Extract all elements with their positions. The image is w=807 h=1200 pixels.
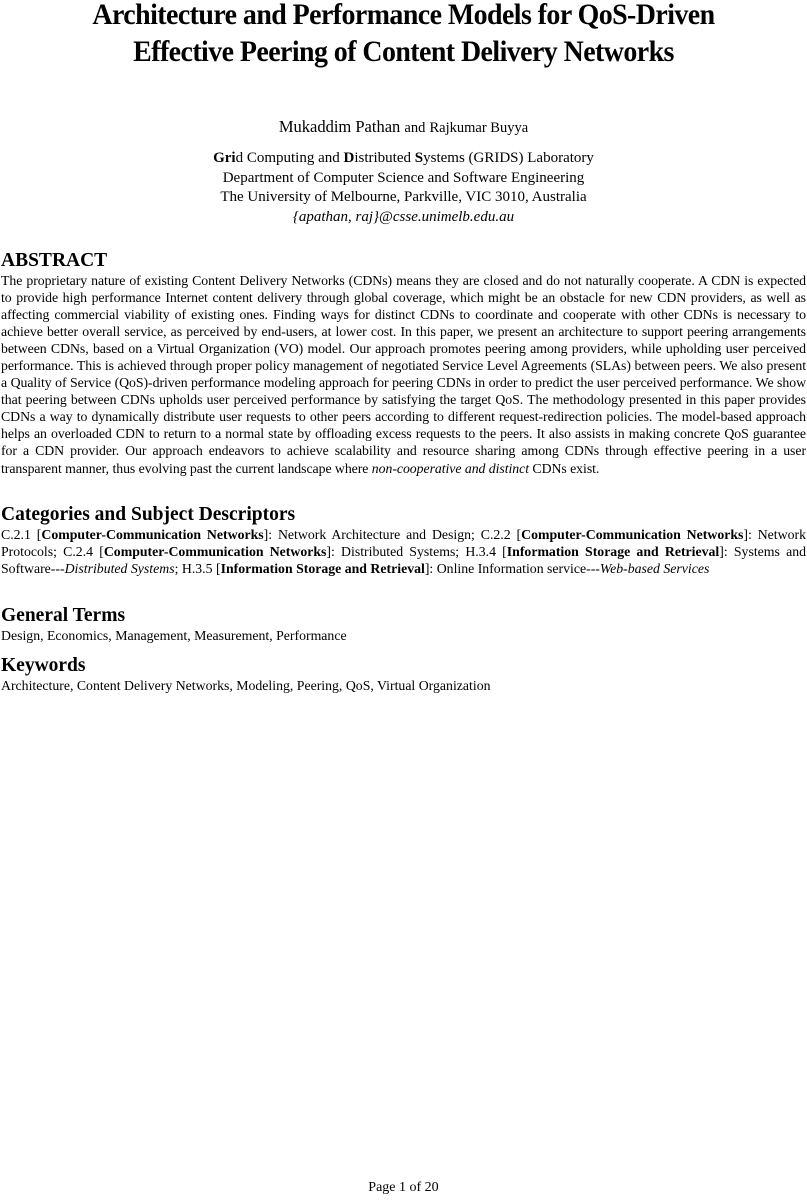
general-terms-section bbox=[1, 605, 806, 644]
author-list bbox=[0, 117, 807, 138]
abstract-heading: ABSTRACT bbox=[1, 250, 108, 271]
categories-heading: Categories and Subject Descriptors bbox=[1, 504, 296, 525]
author-name: Mukaddim Pathan bbox=[278, 117, 401, 136]
general-terms-heading: General Terms bbox=[1, 605, 126, 626]
author-email: {apathan, raj}@csse.unimelb.edu.au bbox=[292, 208, 515, 225]
abstract-body: The proprietary nature of existing Content Delivery Networks (CDNs) means they are closed and do not naturally cooperate. A CDN is expected to provide high performance Internet content delivery through global coverage, which might be an obstacle for new CDN providers, as well as affecting commercial viability of existing ones. Finding ways for distinct CDNs to coordinate and cooperate with other CDNs is necessary to achieve better overall service, as perceived by end-users, at lower cost. In this paper, we present an architecture to support peering arrangements between CDNs, based on a Virtual Organization (VO) model. Our approach promotes peering among providers, while upholding user perceived performance. This is achieved through proper policy management of negotiated Service Level Agreements (SLAs) between peers. We also present a Quality of Service (QoS)-driven performance modeling approach for peering CDNs in order to predict the user perceived performance. We show that peering between CDNs upholds user perceived performance by satisfying the target QoS. The methodology presented in this paper provides CDNs a way to dynamically distribute user requests to other peers according to different request-redirection policies. The model-based approach helps an overloaded CDN to return to a normal state by offloading excess requests to the peers. It also assists in making concrete QoS guarantee for a CDN provider. Our approach endeavors to achieve scalability and resource sharing among CDNs through effective peering in a user transparent manner, thus evolving past the current landscape where non-cooperative and distinct CDNs exist. bbox=[1, 273, 806, 476]
title-line-2: Effective Peering of Content Delivery Networks bbox=[133, 35, 674, 68]
affiliation-block bbox=[0, 149, 807, 227]
keywords-body: Architecture, Content Delivery Networks, Modeling, Peering, QoS, Virtual Organization bbox=[1, 678, 491, 693]
category-segment: Computer-Communication Networks bbox=[521, 527, 744, 542]
category-segment: Distributed Systems bbox=[64, 561, 175, 577]
category-segment: C.2.1 [ bbox=[1, 527, 42, 542]
author-name: Rajkumar Buyya bbox=[429, 120, 529, 136]
categories-body bbox=[1, 526, 806, 577]
category-segment: ]: Online Information service--- bbox=[424, 561, 600, 577]
abstract-section bbox=[1, 250, 806, 477]
keywords-section bbox=[1, 655, 806, 694]
keywords-heading: Keywords bbox=[1, 655, 86, 676]
category-segment: ]: Distributed Systems; H.3.4 [ bbox=[326, 544, 507, 560]
department: Department of Computer Science and Software Engineering bbox=[222, 169, 585, 186]
category-segment: ]: Systems and Software--- bbox=[1, 544, 806, 577]
category-segment: ; H.3.5 [ bbox=[174, 561, 221, 577]
category-segment: ]: Network Protocols; C.2.4 [ bbox=[1, 527, 806, 560]
lab-name: Grid Computing and Distributed Systems (GRIDS) Laboratory bbox=[213, 150, 594, 166]
category-segment: Computer-Communication Networks bbox=[41, 527, 264, 542]
title-line-1: Architecture and Performance Models for QoS-Driven bbox=[92, 0, 715, 31]
category-segment: Computer-Communication Networks bbox=[103, 544, 327, 560]
university: The University of Melbourne, Parkville, VIC 3010, Australia bbox=[220, 189, 587, 205]
category-segment: Information Storage and Retrieval bbox=[506, 544, 720, 560]
category-segment: Information Storage and Retrieval bbox=[220, 561, 425, 577]
page-number: Page 1 of 20 bbox=[368, 1180, 439, 1195]
general-terms-body: Design, Economics, Management, Measurement, Performance bbox=[1, 628, 347, 643]
author-conjunction: and bbox=[404, 120, 426, 136]
categories-section bbox=[1, 504, 806, 577]
category-segment: Web-based Services bbox=[599, 561, 710, 577]
paper-title bbox=[28, 0, 779, 70]
category-segment: ]: Network Architecture and Design; C.2.2 [ bbox=[263, 527, 522, 542]
